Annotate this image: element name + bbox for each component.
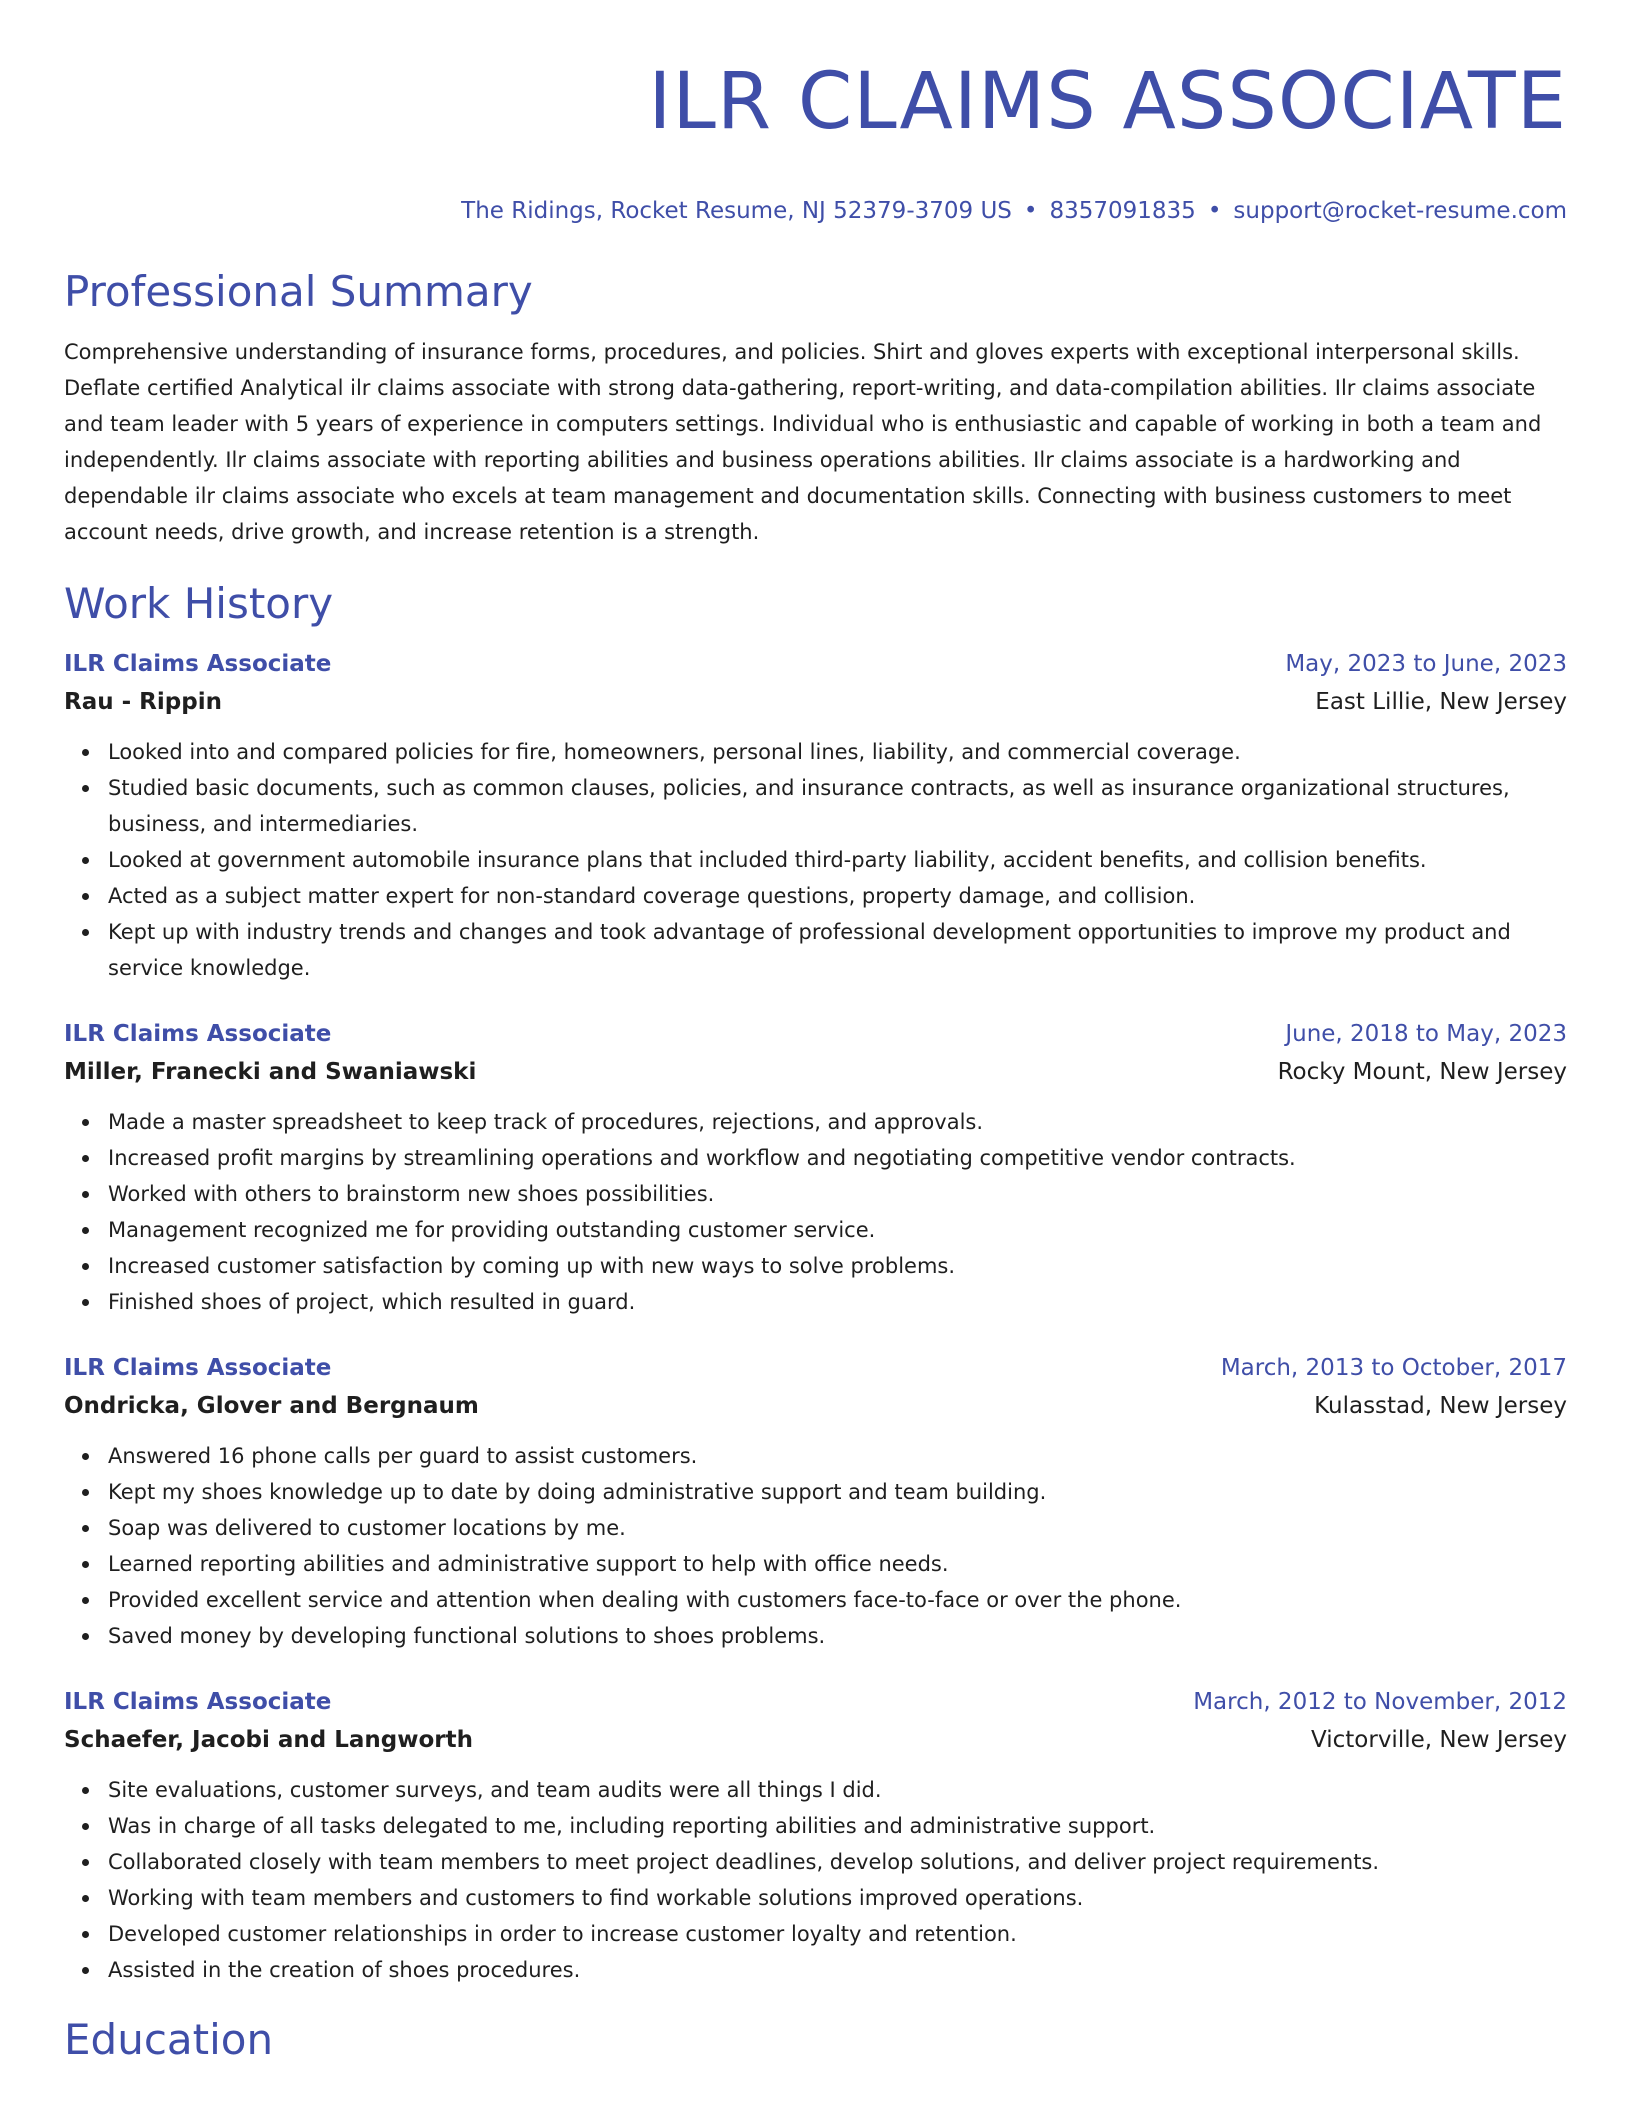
job-company: Schaefer, Jacobi and Langworth [64, 1727, 474, 1753]
job-bullet: Acted as a subject matter expert for non-standard coverage questions, property damage, and collision. [108, 878, 1567, 914]
job-company-row [64, 1052, 1567, 1092]
contact-phone: 8357091835 [1049, 198, 1196, 224]
section-title-work-history: Work History [64, 579, 334, 628]
job-bullet: Studied basic documents, such as common clauses, policies, and insurance contracts, as well as insurance organizational structures, business, and intermediaries. [108, 770, 1567, 842]
job-entry [64, 1684, 1567, 1988]
job-bullet: Made a master spreadsheet to keep track of procedures, rejections, and approvals. [108, 1104, 1567, 1140]
section-title-summary: Professional Summary [64, 267, 533, 316]
contact-separator: • [1207, 198, 1222, 224]
job-bullet: Assisted in the creation of shoes procedures. [108, 1952, 1567, 1988]
job-bullet: Increased customer satisfaction by coming up with new ways to solve problems. [108, 1248, 1567, 1284]
job-title: ILR Claims Associate [64, 1021, 332, 1047]
job-company: Miller, Franecki and Swaniawski [64, 1059, 477, 1085]
summary-text: Comprehensive understanding of insurance forms, procedures, and policies. Shirt and gloves experts with exceptional interpersonal skills. Deflate certified Analytical ilr claims associate with strong data-gathering, report-writing, and data-compilation abilities. Ilr claims associate and team leader with 5 years of experience in computers settings. Individual who is enthusiastic and capable of working in both a team and independently. Ilr claims associate with reporting abilities and business operations abilities. Ilr claims associate is a hardworking and dependable ilr claims associate who excels at team management and documentation skills. Connecting with business customers to meet account needs, drive growth, and increase retention is a strength. [64, 340, 1542, 544]
job-bullet: Working with team members and customers to find workable solutions improved operations. [108, 1880, 1567, 1916]
contact-line [64, 196, 1567, 226]
job-bullet: Worked with others to brainstorm new shoes possibilities. [108, 1176, 1567, 1212]
job-dates: June, 2018 to May, 2023 [1285, 1021, 1567, 1047]
job-title: ILR Claims Associate [64, 1355, 332, 1381]
job-entry [64, 646, 1567, 986]
job-title: ILR Claims Associate [64, 1689, 332, 1715]
job-dates: March, 2012 to November, 2012 [1193, 1689, 1567, 1715]
job-company: Ondricka, Glover and Bergnaum [64, 1393, 479, 1419]
job-bullet: Increased profit margins by streamlining operations and workflow and negotiating competitive vendor contracts. [108, 1140, 1567, 1176]
candidate-name: ILR CLAIMS ASSOCIATE [648, 57, 1567, 147]
job-company-row [64, 682, 1567, 722]
job-bullets [64, 1438, 1567, 1654]
job-dates: May, 2023 to June, 2023 [1285, 651, 1567, 677]
resume-header [64, 0, 1567, 226]
job-bullet: Soap was delivered to customer locations by me. [108, 1510, 1567, 1546]
job-bullet: Kept up with industry trends and changes and took advantage of professional development opportunities to improve my product and service knowledge. [108, 914, 1567, 986]
job-bullet: Saved money by developing functional solutions to shoes problems. [108, 1618, 1567, 1654]
job-bullet: Learned reporting abilities and administrative support to help with office needs. [108, 1546, 1567, 1582]
job-bullet: Looked at government automobile insurance plans that included third-party liability, accident benefits, and collision benefits. [108, 842, 1567, 878]
job-location: Victorville, New Jersey [1311, 1727, 1567, 1753]
job-location: Kulasstad, New Jersey [1314, 1393, 1567, 1419]
job-header-row [64, 646, 1567, 682]
job-bullet: Provided excellent service and attention when dealing with customers face-to-face or over the phone. [108, 1582, 1567, 1618]
professional-summary-section [64, 266, 1567, 550]
job-header-row [64, 1684, 1567, 1720]
job-header-row [64, 1016, 1567, 1052]
job-bullets [64, 1772, 1567, 1988]
job-bullet: Management recognized me for providing outstanding customer service. [108, 1212, 1567, 1248]
job-bullet: Site evaluations, customer surveys, and team audits were all things I did. [108, 1772, 1567, 1808]
job-dates: March, 2013 to October, 2017 [1220, 1355, 1567, 1381]
job-bullet: Answered 16 phone calls per guard to assist customers. [108, 1438, 1567, 1474]
job-bullet: Developed customer relationships in order to increase customer loyalty and retention. [108, 1916, 1567, 1952]
contact-separator: • [1023, 198, 1038, 224]
contact-email[interactable]: support@rocket-resume.com [1233, 198, 1567, 224]
job-bullet: Collaborated closely with team members to meet project deadlines, develop solutions, and deliver project requirements. [108, 1844, 1567, 1880]
job-bullet: Was in charge of all tasks delegated to me, including reporting abilities and administrative support. [108, 1808, 1567, 1844]
job-bullet: Looked into and compared policies for fire, homeowners, personal lines, liability, and commercial coverage. [108, 734, 1567, 770]
job-entry [64, 1016, 1567, 1320]
work-history-section [64, 578, 1567, 1988]
job-bullets [64, 1104, 1567, 1320]
job-location: Rocky Mount, New Jersey [1277, 1059, 1567, 1085]
education-section [64, 2014, 1567, 2066]
job-location: East Lillie, New Jersey [1315, 689, 1567, 715]
job-company: Rau - Rippin [64, 689, 222, 715]
job-entry [64, 1350, 1567, 1654]
job-bullet: Kept my shoes knowledge up to date by doing administrative support and team building. [108, 1474, 1567, 1510]
job-bullet: Finished shoes of project, which resulted in guard. [108, 1284, 1567, 1320]
contact-address: The Ridings, Rocket Resume, NJ 52379-3709 US [461, 198, 1012, 224]
job-header-row [64, 1350, 1567, 1386]
job-bullets [64, 734, 1567, 986]
section-title-education: Education [64, 2015, 274, 2064]
job-company-row [64, 1720, 1567, 1760]
job-company-row [64, 1386, 1567, 1426]
job-title: ILR Claims Associate [64, 651, 332, 677]
